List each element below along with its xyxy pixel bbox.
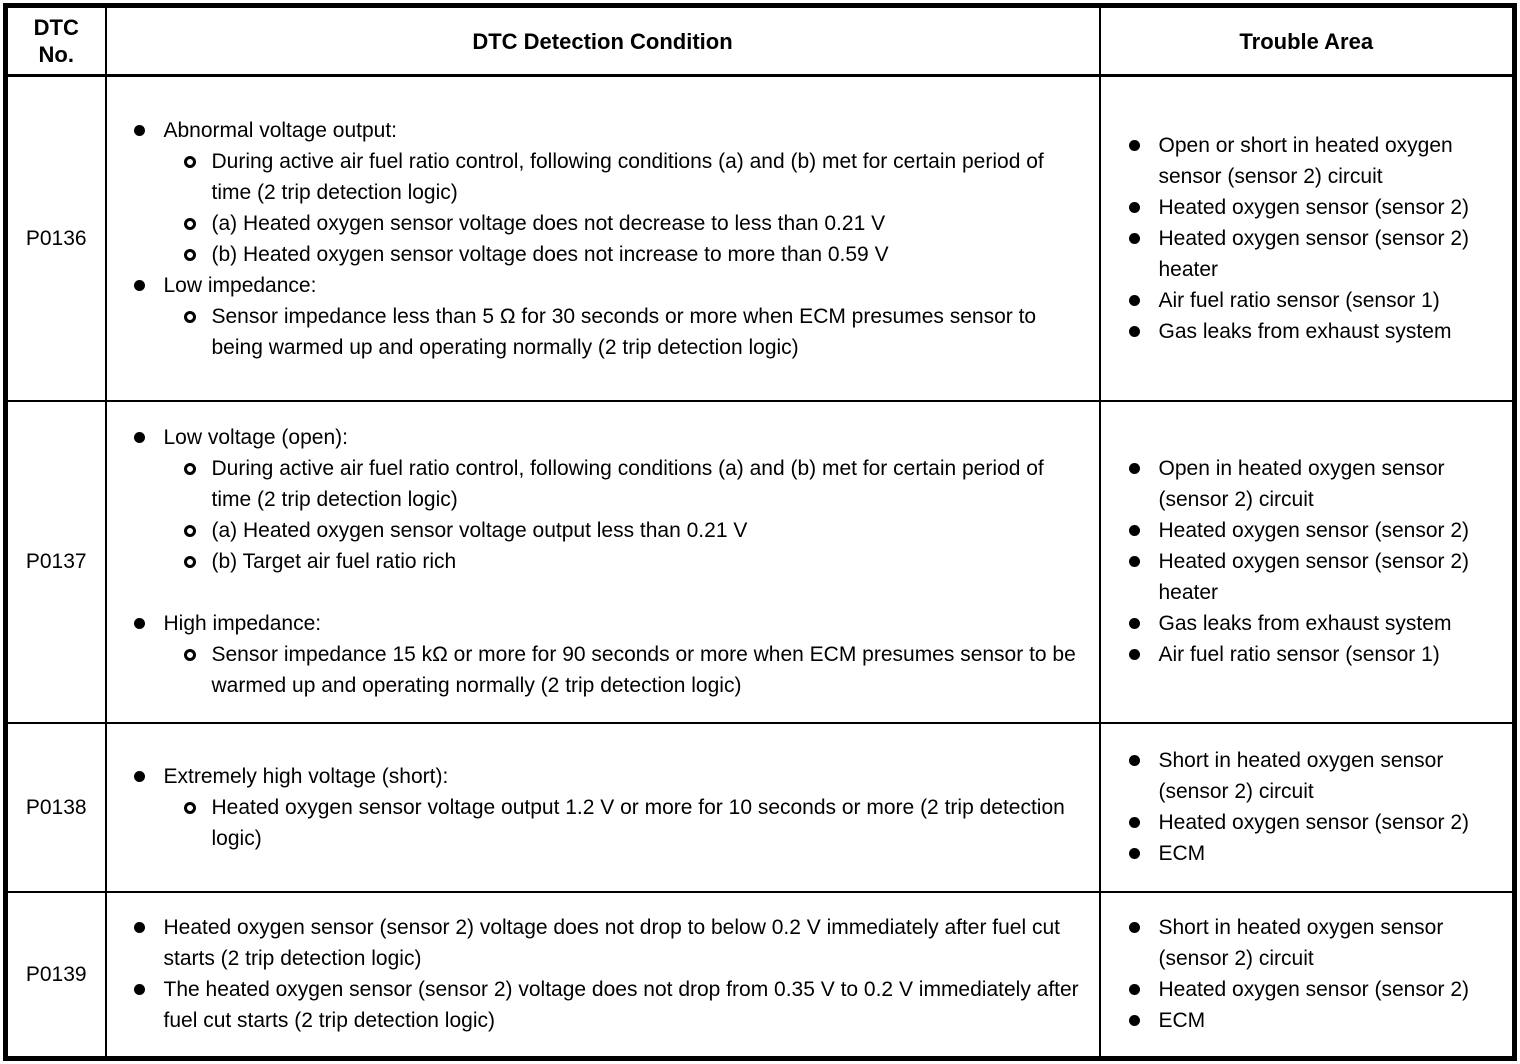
circle-bullet-icon: [184, 525, 196, 537]
trouble-area-text: Gas leaks from exhaust system: [1158, 612, 1452, 636]
trouble-area-cell: [1100, 723, 1515, 892]
condition-subitem: [184, 146, 1087, 208]
condition-subitem: [184, 546, 1087, 577]
circle-bullet-icon: [184, 802, 196, 814]
bullet-icon: [134, 922, 145, 933]
condition-item: [134, 270, 1087, 363]
condition-item: [134, 115, 1087, 270]
trouble-area-item: [1129, 285, 1505, 316]
bullet-icon: [1129, 817, 1140, 828]
condition-subtext: (a) Heated oxygen sensor voltage does not decrease to less than 0.21 V: [211, 211, 886, 235]
trouble-area-item: [1129, 546, 1505, 608]
circle-bullet-icon: [184, 249, 196, 261]
bullet-icon: [1129, 649, 1140, 660]
condition-subtext: During active air fuel ratio control, following conditions (a) and (b) met for certain period of time (2 trip detection logic): [211, 457, 1044, 512]
condition-list: [134, 761, 1087, 854]
trouble-area-item: [1129, 453, 1505, 515]
dtc-number: P0136: [6, 76, 106, 402]
circle-bullet-icon: [184, 311, 196, 323]
bullet-icon: [1129, 556, 1140, 567]
bullet-icon: [1129, 202, 1140, 213]
dtc-number: P0138: [6, 723, 106, 892]
detection-condition-cell: [106, 401, 1100, 723]
condition-sublist: [184, 792, 1087, 854]
condition-subitem: [184, 301, 1087, 363]
bullet-icon: [1129, 525, 1140, 536]
trouble-area-item: [1129, 974, 1505, 1005]
table-row: [6, 401, 1515, 723]
bullet-icon: [134, 432, 145, 443]
condition-text: Abnormal voltage output:: [163, 118, 397, 142]
circle-bullet-icon: [184, 218, 196, 230]
bullet-icon: [134, 771, 145, 782]
condition-list: [134, 115, 1087, 363]
trouble-area-item: [1129, 639, 1505, 670]
condition-subitem: [184, 453, 1087, 515]
condition-text: Low voltage (open):: [163, 426, 348, 450]
trouble-area-item: [1129, 912, 1505, 974]
condition-sublist: [184, 146, 1087, 270]
condition-text: Extremely high voltage (short):: [163, 764, 449, 788]
trouble-area-text: Open or short in heated oxygen sensor (sensor 2) circuit: [1158, 134, 1453, 189]
bullet-icon: [1129, 326, 1140, 337]
condition-subtext: (b) Target air fuel ratio rich: [211, 550, 457, 574]
condition-item: [134, 974, 1087, 1036]
condition-item: [134, 608, 1087, 701]
condition-subtext: (a) Heated oxygen sensor voltage output less than 0.21 V: [211, 519, 748, 543]
condition-subitem: [184, 239, 1087, 270]
bullet-icon: [134, 984, 145, 995]
dtc-table: [3, 3, 1517, 1061]
trouble-area-text: Air fuel ratio sensor (sensor 1): [1158, 643, 1440, 667]
trouble-area-cell: [1100, 892, 1515, 1059]
detection-condition-cell: [106, 892, 1100, 1059]
circle-bullet-icon: [184, 156, 196, 168]
table-row: [6, 76, 1515, 402]
trouble-area-text: ECM: [1158, 1009, 1206, 1033]
trouble-area-item: [1129, 1005, 1505, 1036]
trouble-area-cell: [1100, 76, 1515, 402]
condition-subitem: [184, 208, 1087, 239]
trouble-area-text: Heated oxygen sensor (sensor 2): [1158, 519, 1469, 543]
condition-subtext: During active air fuel ratio control, following conditions (a) and (b) met for certain period of time (2 trip detection logic): [211, 149, 1044, 204]
bullet-icon: [1129, 463, 1140, 474]
header-trouble-area: Trouble Area: [1100, 6, 1515, 76]
bullet-icon: [1129, 233, 1140, 244]
header-detection-condition: DTC Detection Condition: [106, 6, 1100, 76]
dtc-number: P0137: [6, 401, 106, 723]
condition-sublist: [184, 639, 1087, 701]
table-header: [6, 6, 1515, 76]
trouble-area-text: Heated oxygen sensor (sensor 2): [1158, 811, 1469, 835]
trouble-area-text: ECM: [1158, 842, 1206, 866]
trouble-area-text: Short in heated oxygen sensor (sensor 2) circuit: [1158, 916, 1444, 971]
condition-subtext: (b) Heated oxygen sensor voltage does not increase to more than 0.59 V: [211, 242, 889, 266]
trouble-area-item: [1129, 745, 1505, 807]
bullet-icon: [134, 280, 145, 291]
detection-condition-cell: [106, 76, 1100, 402]
trouble-area-cell: [1100, 401, 1515, 723]
condition-subtext: Heated oxygen sensor voltage output 1.2 V or more for 10 seconds or more (2 trip detection logic): [211, 795, 1065, 850]
trouble-area-text: Gas leaks from exhaust system: [1158, 320, 1452, 344]
condition-item: [134, 912, 1087, 974]
trouble-area-item: [1129, 608, 1505, 639]
trouble-area-text: Heated oxygen sensor (sensor 2) heater: [1158, 227, 1469, 282]
condition-sublist: [184, 453, 1087, 577]
circle-bullet-icon: [184, 649, 196, 661]
detection-condition-cell: [106, 723, 1100, 892]
condition-list: [134, 912, 1087, 1036]
trouble-area-item: [1129, 515, 1505, 546]
trouble-area-text: Short in heated oxygen sensor (sensor 2) circuit: [1158, 749, 1444, 804]
bullet-icon: [1129, 984, 1140, 995]
condition-subtext: Sensor impedance less than 5 Ω for 30 seconds or more when ECM presumes sensor to being warmed up and operating normally (2 trip detection logic): [211, 304, 1037, 359]
trouble-area-text: Heated oxygen sensor (sensor 2): [1158, 978, 1469, 1002]
trouble-area-list: [1129, 130, 1505, 347]
trouble-area-item: [1129, 192, 1505, 223]
condition-list: [134, 422, 1087, 701]
table-row: [6, 723, 1515, 892]
condition-item: [134, 422, 1087, 577]
table-row: [6, 892, 1515, 1059]
condition-text: Heated oxygen sensor (sensor 2) voltage does not drop to below 0.2 V immediately after fuel cut starts (2 trip detection logic): [163, 916, 1060, 971]
trouble-area-item: [1129, 316, 1505, 347]
bullet-icon: [1129, 140, 1140, 151]
condition-text: Low impedance:: [163, 273, 317, 297]
trouble-area-text: Air fuel ratio sensor (sensor 1): [1158, 289, 1440, 313]
condition-item: [134, 761, 1087, 854]
trouble-area-item: [1129, 838, 1505, 869]
trouble-area-item: [1129, 223, 1505, 285]
header-dtc-no: DTC No.: [6, 6, 106, 76]
trouble-area-text: Open in heated oxygen sensor (sensor 2) circuit: [1158, 457, 1445, 512]
condition-text: The heated oxygen sensor (sensor 2) voltage does not drop from 0.35 V to 0.2 V immediately after fuel cut starts (2 trip detection logic): [163, 978, 1079, 1033]
trouble-area-list: [1129, 912, 1505, 1036]
condition-subitem: [184, 639, 1087, 701]
bullet-icon: [1129, 618, 1140, 629]
table-body: [6, 76, 1515, 1059]
trouble-area-item: [1129, 807, 1505, 838]
bullet-icon: [1129, 295, 1140, 306]
condition-subitem: [184, 515, 1087, 546]
bullet-icon: [134, 618, 145, 629]
bullet-icon: [1129, 1015, 1140, 1026]
bullet-icon: [1129, 922, 1140, 933]
header-row: [6, 6, 1515, 76]
trouble-area-list: [1129, 453, 1505, 670]
bullet-icon: [1129, 755, 1140, 766]
bullet-icon: [134, 125, 145, 136]
dtc-number: P0139: [6, 892, 106, 1059]
condition-subitem: [184, 792, 1087, 854]
circle-bullet-icon: [184, 556, 196, 568]
trouble-area-item: [1129, 130, 1505, 192]
condition-subtext: Sensor impedance 15 kΩ or more for 90 seconds or more when ECM presumes sensor to be warmed up and operating normally (2 trip detection logic): [211, 643, 1076, 698]
trouble-area-text: Heated oxygen sensor (sensor 2): [1158, 196, 1469, 220]
trouble-area-text: Heated oxygen sensor (sensor 2) heater: [1158, 550, 1469, 605]
circle-bullet-icon: [184, 463, 196, 475]
condition-text: High impedance:: [163, 612, 322, 636]
bullet-icon: [1129, 848, 1140, 859]
trouble-area-list: [1129, 745, 1505, 869]
condition-sublist: [184, 301, 1087, 363]
